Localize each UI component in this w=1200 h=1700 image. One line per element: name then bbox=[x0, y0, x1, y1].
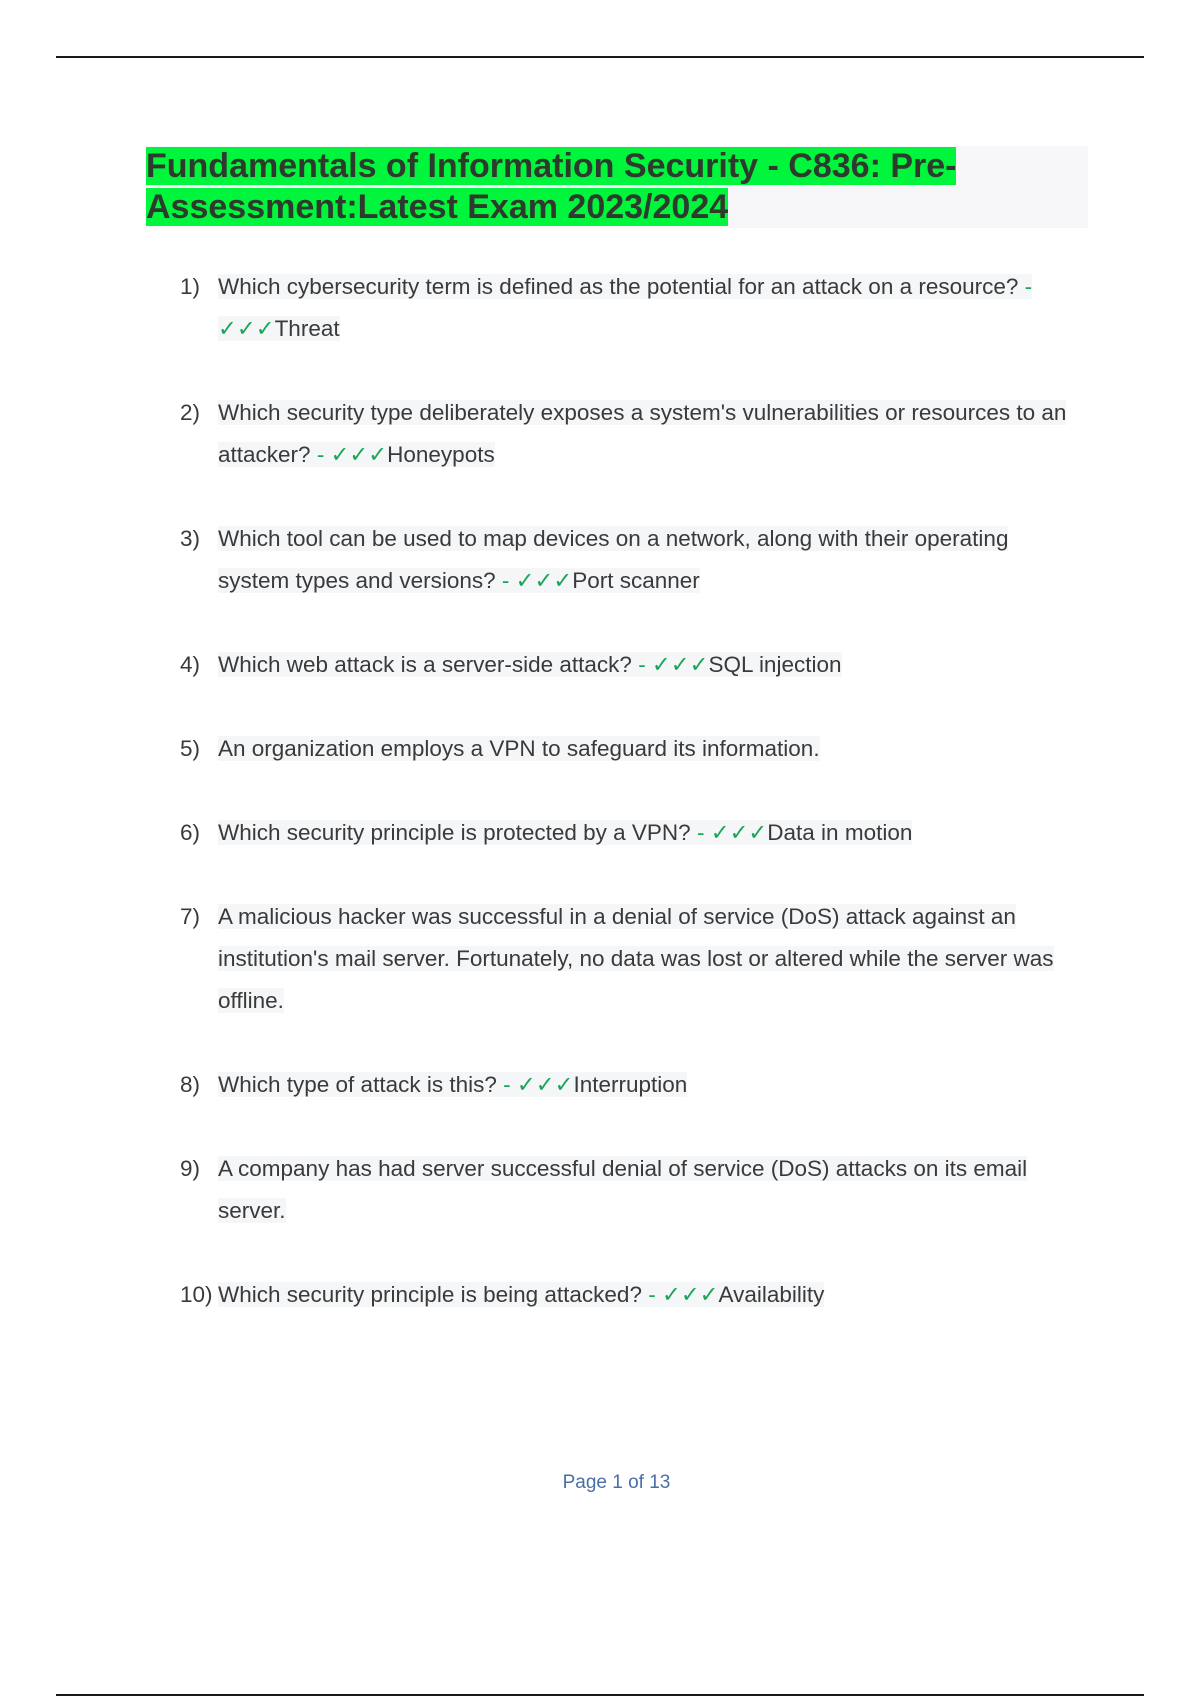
answer-text: Port scanner bbox=[572, 568, 700, 593]
question-body bbox=[218, 736, 820, 761]
question-item bbox=[180, 392, 1080, 476]
question-number: 5) bbox=[180, 736, 201, 761]
question-body bbox=[218, 1282, 824, 1307]
title-highlight: Fundamentals of Information Security - C836: Pre-Assessment:Latest Exam 2023/2024 bbox=[146, 147, 957, 226]
question-text: Which cybersecurity term is defined as the potential for an attack on a resource? bbox=[218, 274, 1019, 299]
answer-text: Interruption bbox=[573, 1072, 688, 1097]
page-footer: Page 1 of 13 bbox=[562, 1472, 671, 1493]
question-body bbox=[218, 820, 912, 845]
document-title bbox=[146, 146, 1088, 228]
answer-checkmark-icon: - ✓✓✓ bbox=[648, 1282, 719, 1307]
answer-text: Threat bbox=[274, 316, 340, 341]
question-item bbox=[180, 266, 1080, 350]
question-body bbox=[218, 526, 1008, 593]
question-number: 1) bbox=[180, 274, 201, 299]
question-number: 3) bbox=[180, 526, 201, 551]
question-text: Which security principle is being attacked? bbox=[218, 1282, 642, 1307]
answer-text: SQL injection bbox=[708, 652, 842, 677]
question-body bbox=[218, 1156, 1027, 1223]
question-body bbox=[218, 904, 1054, 1013]
question-item bbox=[180, 812, 1080, 854]
question-text: A malicious hacker was successful in a denial of service (DoS) attack against an institution's mail server. Fortunately, no data was lost or altered while the server was offline. bbox=[218, 904, 1054, 1013]
answer-checkmark-icon: - ✓✓✓ bbox=[503, 1072, 574, 1097]
answer-text: Data in motion bbox=[767, 820, 913, 845]
question-body bbox=[218, 400, 1066, 467]
question-text: Which type of attack is this? bbox=[218, 1072, 497, 1097]
question-number: 6) bbox=[180, 820, 201, 845]
question-text: Which tool can be used to map devices on a network, along with their operating system types and versions? bbox=[218, 526, 1009, 593]
question-number: 4) bbox=[180, 652, 201, 677]
question-item bbox=[180, 644, 1080, 686]
question-number: 9) bbox=[180, 1156, 201, 1181]
title-block bbox=[146, 146, 1088, 228]
answer-checkmark-icon: - ✓✓✓ bbox=[218, 274, 1033, 341]
question-item bbox=[180, 1148, 1080, 1232]
question-body bbox=[218, 274, 1032, 341]
question-text: Which security type deliberately exposes a system's vulnerabilities or resources to an attacker? bbox=[218, 400, 1067, 467]
question-body bbox=[218, 1072, 687, 1097]
question-text: An organization employs a VPN to safeguard its information. bbox=[218, 736, 820, 761]
question-text: Which security principle is protected by a VPN? bbox=[218, 820, 691, 845]
bottom-rule bbox=[56, 1694, 1144, 1696]
question-item bbox=[180, 518, 1080, 602]
answer-checkmark-icon: - ✓✓✓ bbox=[501, 568, 573, 593]
answer-checkmark-icon: - ✓✓✓ bbox=[638, 652, 709, 677]
question-number: 2) bbox=[180, 400, 201, 425]
question-list bbox=[180, 266, 1080, 1358]
answer-text: Honeypots bbox=[387, 442, 495, 467]
answer-checkmark-icon: - ✓✓✓ bbox=[696, 820, 768, 845]
top-rule bbox=[56, 56, 1144, 58]
answer-text: Availability bbox=[718, 1282, 825, 1307]
question-number: 10) bbox=[180, 1282, 213, 1307]
question-item bbox=[180, 1064, 1080, 1106]
question-item bbox=[180, 896, 1080, 1022]
question-text: A company has had server successful denial of service (DoS) attacks on its email server. bbox=[218, 1156, 1028, 1223]
question-body bbox=[218, 652, 842, 677]
question-number: 8) bbox=[180, 1072, 201, 1097]
answer-checkmark-icon: - ✓✓✓ bbox=[316, 442, 388, 467]
question-item bbox=[180, 1274, 1080, 1316]
question-item bbox=[180, 728, 1080, 770]
question-number: 7) bbox=[180, 904, 201, 929]
question-text: Which web attack is a server-side attack? bbox=[218, 652, 632, 677]
